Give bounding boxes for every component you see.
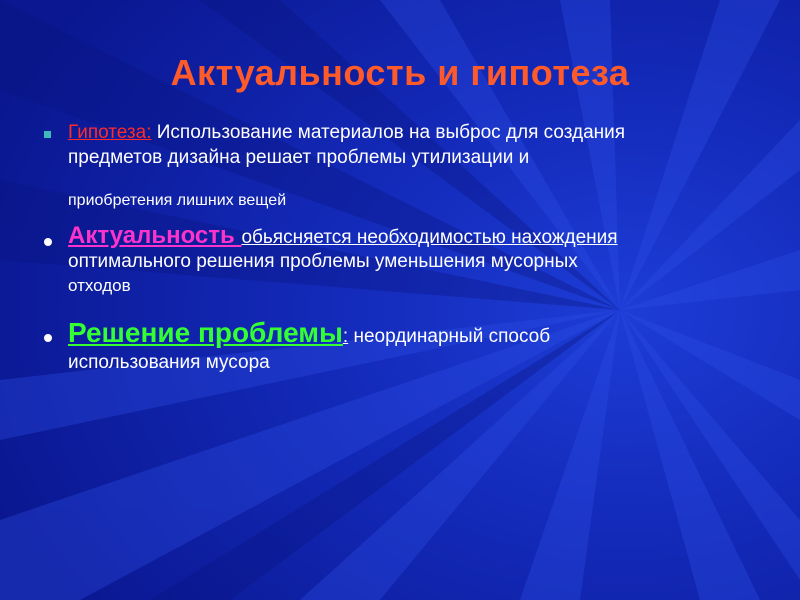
relevance-keyword: Актуальность: [68, 222, 242, 249]
solution-item: [68, 317, 758, 376]
solution-line-1: [68, 317, 758, 350]
square-bullet-icon: [44, 131, 51, 138]
hypothesis-text-1: Использование материалов на выброс для создания: [151, 122, 626, 143]
round-bullet-icon: [44, 238, 52, 246]
relevance-text-3: отходов: [68, 276, 131, 295]
relevance-text-2: оптимального решения проблемы уменьшения мусорных: [68, 251, 578, 272]
relevance-text-1: обьясняется необходимостью нахождения: [241, 227, 618, 248]
solution-keyword: Решение проблемы: [68, 317, 343, 348]
relevance-line-1: [68, 224, 758, 250]
hypothesis-text-2: предметов дизайна решает проблемы утилизации и: [68, 147, 530, 168]
round-bullet-icon: [44, 334, 52, 342]
hypothesis-line-1: [68, 120, 758, 145]
hypothesis-item: [68, 120, 758, 213]
hypothesis-text-3: приобретения лишних вещей: [68, 192, 287, 209]
slide-title: Актуальность и гипотеза: [170, 52, 630, 93]
solution-colon: :: [342, 326, 349, 347]
solution-text-1: неординарный способ: [348, 326, 551, 347]
hypothesis-keyword: Гипотеза:: [68, 122, 152, 143]
solution-text-2: использования мусора: [68, 352, 270, 373]
relevance-item: [68, 224, 758, 298]
